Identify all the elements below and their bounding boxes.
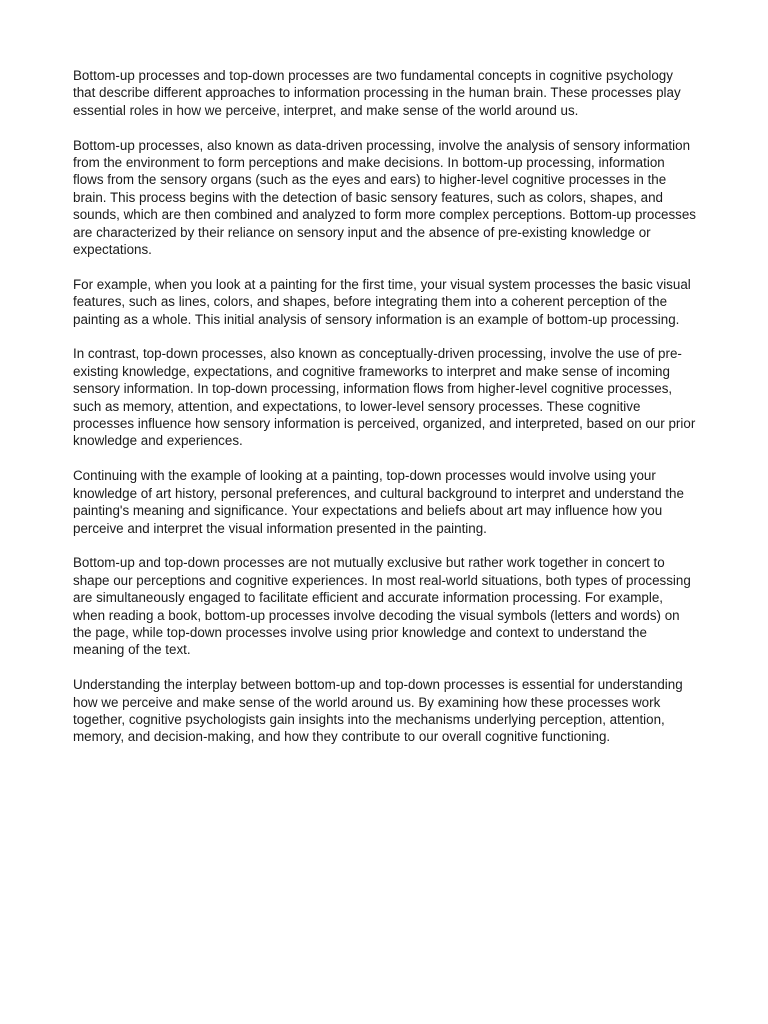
- document-page: [73, 67, 698, 763]
- paragraph-interaction: Bottom-up and top-down processes are not mutually exclusive but rather work together in concert to shape our perceptions and cognitive experiences. In most real-world situations, both types of processing are simultaneously engaged to facilitate efficient and accurate information processing. For example, when reading a book, bottom-up processes involve decoding the visual symbols (letters and words) on the page, while top-down processes involve using prior knowledge and context to understand the meaning of the text.: [73, 555, 691, 658]
- paragraph-intro: Bottom-up processes and top-down processes are two fundamental concepts in cognitive psychology that describe different approaches to information processing in the human brain. These processes play essential roles in how we perceive, interpret, and make sense of the world around us.: [73, 68, 681, 118]
- paragraph-top-down-example: Continuing with the example of looking at a painting, top-down processes would involve using your knowledge of art history, personal preferences, and cultural background to interpret and understand the painting's meaning and significance. Your expectations and beliefs about art may influence how you perceive and interpret the visual information presented in the painting.: [73, 468, 684, 536]
- paragraph-bottom-up-definition: Bottom-up processes, also known as data-driven processing, involve the analysis of sensory information from the environment to form perceptions and make decisions. In bottom-up processing, information flows from the sensory organs (such as the eyes and ears) to higher-level cognitive processes in the brain. This process begins with the detection of basic sensory features, such as colors, shapes, and sounds, which are then combined and analyzed to form more complex perceptions. Bottom-up processes are characterized by their reliance on sensory input and the absence of pre-existing knowledge or expectations.: [73, 137, 696, 258]
- paragraph-conclusion: Understanding the interplay between bottom-up and top-down processes is essential for understanding how we perceive and make sense of the world around us. By examining how these processes work together, cognitive psychologists gain insights into the mechanisms underlying perception, attention, memory, and decision-making, and how they contribute to our overall cognitive functioning.: [73, 677, 683, 745]
- paragraph-bottom-up-example: For example, when you look at a painting for the first time, your visual system processes the basic visual features, such as lines, colors, and shapes, before integrating them into a coherent perception of the painting as a whole. This initial analysis of sensory information is an example of bottom-up processing.: [73, 276, 691, 327]
- paragraph-top-down-definition: In contrast, top-down processes, also known as conceptually-driven processing, involve the use of pre-existing knowledge, expectations, and cognitive frameworks to interpret and make sense of incoming sensory information. In top-down processing, information flows from higher-level cognitive processes, such as memory, attention, and expectations, to lower-level sensory processes. These cognitive processes influence how sensory information is perceived, organized, and interpreted, based on our prior knowledge and experiences.: [73, 346, 696, 449]
